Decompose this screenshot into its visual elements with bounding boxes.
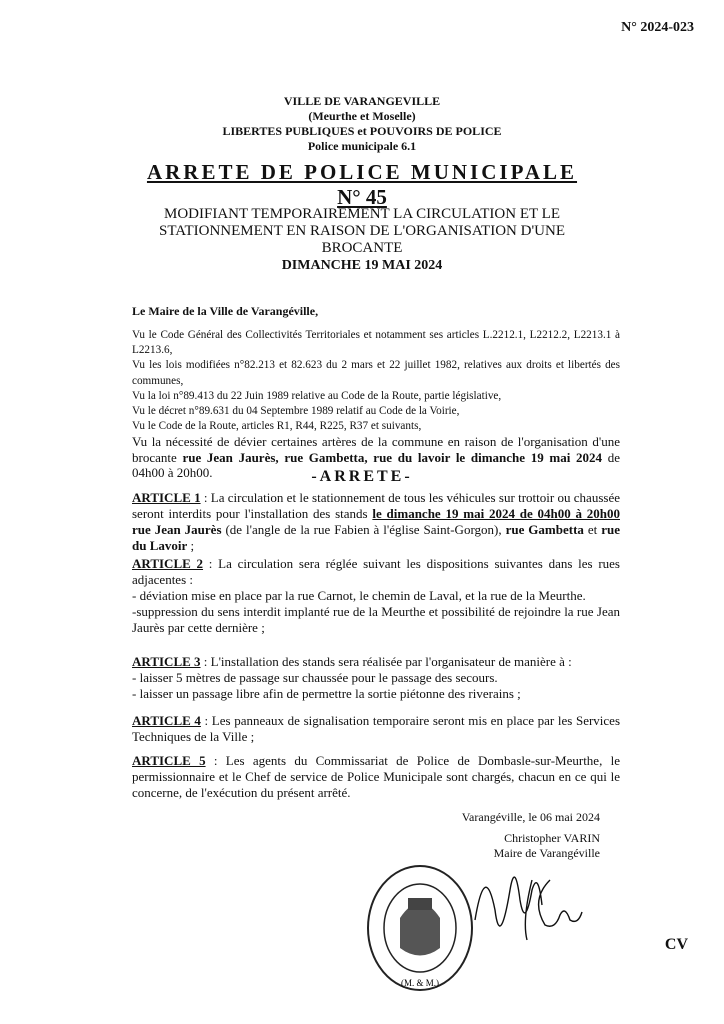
mairie-seal [360, 858, 485, 1008]
signature-block [494, 831, 600, 861]
article-5: ARTICLE 5 : Les agents du Commissariat de Police de Dombasle-sur-Meurthe, le permissionnaire et le Chef de service de Police Municipale sont chargés, chacun en ce qui le concerne, de l'exécution du présent arrêté. [132, 753, 621, 800]
vu-item: Vu la loi n°89.413 du 22 Juin 1989 relative au Code de la Route, partie législative, [132, 389, 502, 402]
header-department: (Meurthe et Moselle) [308, 109, 416, 123]
arrete-heading: -ARRETE- [311, 468, 413, 485]
vu-necessity: Vu la nécessité de dévier certaines artères de la commune en raison de l'organisation d'une brocante rue Jean Jaurès, rue Gambetta, rue du lavoir le dimanche 19 mai 2024 de 04h00 à 20h00. [132, 434, 620, 480]
document-title [0, 160, 724, 210]
title-number: N° 45 [337, 185, 387, 209]
vu-item: Vu le décret n°89.631 du 04 Septembre 1989 relatif au Code de la Voirie, [132, 405, 460, 418]
subtitle: MODIFIANT TEMPORAIREMENT LA CIRCULATION ET LE STATIONNEMENT EN RAISON DE L'ORGANISATION D'UNE BROCANTE [159, 206, 565, 256]
title-text: ARRETE DE POLICE MUNICIPALE [146, 160, 578, 184]
svg-text:(M. & M.): (M. & M.) [401, 978, 439, 988]
vu-item: Vu le Code de la Route, articles R1, R44, R225, R37 et suivants, [132, 420, 422, 433]
event-date: DIMANCHE 19 MAI 2024 [281, 258, 443, 273]
vu-item: Vu les lois modifiées n°82.213 et 82.623 du 2 mars et 22 juillet 1982, relatives aux droits et libertés des communes, [132, 359, 620, 387]
article-1: ARTICLE 1 : La circulation et le stationnement de tous les véhicules sur trottoir ou chaussée seront interdits pour l'installation des stands le dimanche 19 mai 2024 de 04h00 à 20h00 rue Jean Jaurès (de l'angle de la rue Fabien à l'église Saint-Gorgon), rue Gambetta et rue du Lavoir ; [132, 490, 620, 553]
signer-role: Maire de Varangéville [493, 846, 600, 860]
article-3: ARTICLE 3 : L'installation des stands sera réalisée par l'organisateur de manière à : - laisser 5 mètres de passage sur chaussée pour le passage des secours. - laisser un passage libre afin de permettre la sortie piétonne des riverains ; [132, 654, 572, 701]
considerations [132, 328, 620, 480]
article-4: ARTICLE 4 : Les panneaux de signalisation temporaire seront mis en place par les Services Techniques de la Ville ; [132, 713, 620, 744]
vu-item: Vu le Code Général des Collectivités Territoriales et notamment ses articles L.2212.1, L2212.2, L2213.1 à L2213.6, [132, 329, 620, 357]
handwritten-signature [470, 860, 590, 950]
signer-name: Christopher VARIN [504, 831, 600, 845]
initials: CV [664, 936, 688, 953]
header [0, 94, 724, 154]
header-service: LIBERTES PUBLIQUES et POUVOIRS DE POLICE [222, 124, 502, 138]
document-number: N° 2024-023 [621, 20, 694, 35]
header-city: VILLE DE VARANGEVILLE [283, 94, 441, 108]
article-2: ARTICLE 2 : La circulation sera réglée suivant les dispositions suivantes dans les rues adjacentes : - déviation mise en place par la rue Carnot, le chemin de Laval, et la rue de la Meurthe. -suppression du sens interdit implanté rue de la Meurthe et possibilité de rejoindre la rue Jean Jaurès par cette dernière ; [132, 556, 620, 635]
signature-date: Varangéville, le 06 mai 2024 [461, 810, 600, 824]
header-subservice: Police municipale 6.1 [307, 139, 417, 153]
intro: Le Maire de la Ville de Varangéville, [132, 304, 319, 318]
